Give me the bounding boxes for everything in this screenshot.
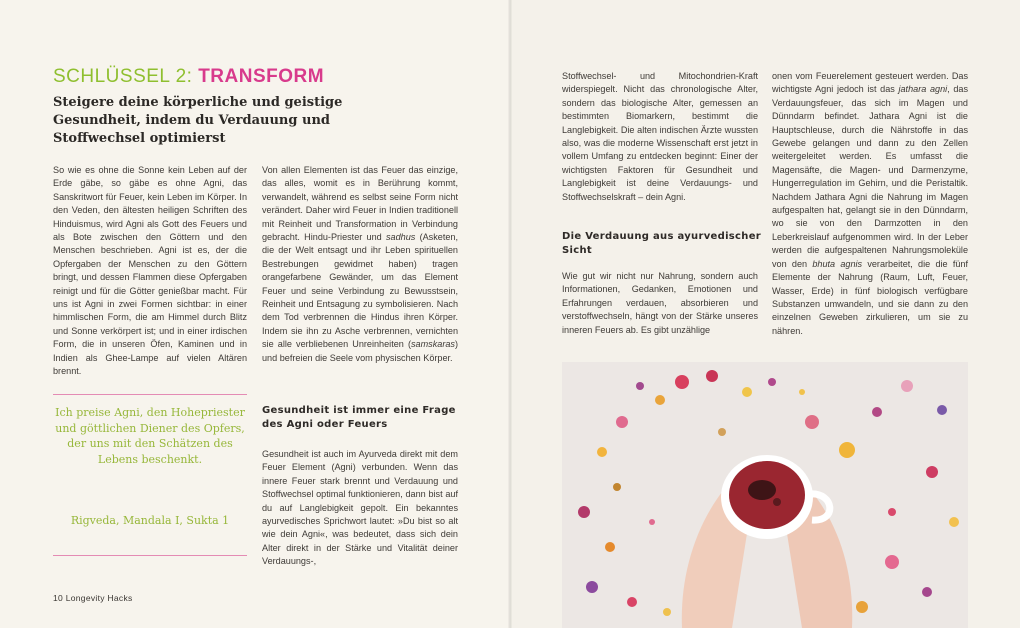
body-column-2: [262, 164, 458, 365]
body-column-2-continued: [262, 448, 458, 569]
key-title-word: TRANSFORM: [198, 66, 325, 87]
paragraph-digestion: Wie gut wir nicht nur Nahrung, sondern auch Informationen, Gedanken, Emotionen und Erfahrungen verdauen, absorbieren und verstoffwechseln, hängt von der Stärke unseres inneren Feuers ab. Es gibt unzählige: [562, 271, 758, 335]
italic-term-bhuta-agnis: bhuta agnis: [812, 258, 863, 269]
text-run: Von allen Elementen ist das Feuer das einzige, das alles, womit es in Berührung kommt, verwandelt, während es selbst seine Form nicht verändert. Daher wird Feuer in Indien traditionell mit Reinheit und Transformation in Verbindung gebracht. Hindu-Priester und: [262, 165, 458, 243]
book-gutter: [508, 0, 512, 628]
paragraph-agni-intro: So wie es ohne die Sonne kein Leben auf der Erde gäbe, so gäbe es ohne Agni, das Sanskritwort für Feuer, kein Leben im Körper. In den Veden, den ältesten heiligen Schriften des Hinduismus, wird Agni als Gott des Feuers und als Bote zwischen den Göttern und den Menschen beschrieben. Agni ist es, der die Opfergaben der Menschen zu den Göttern bringt, und dessen Flammen diese Opfergaben reinigt und für die Götter genießbar macht. Für uns ist Agni in zwei Formen sichtbar: in einer himmlischen Form, die am Himmel durch Blitz und Sonne verkörpert ist; und in einer irdischen Form, die in unseren Öfen, Kaminen und in Indien als Ghee-Lampe auf vielen Altären brennt.: [53, 165, 247, 377]
section-heading-verdauung: Die Verdauung aus ayurvedischer Sicht: [562, 231, 762, 256]
tea-cup-with-dried-flowers-photo: [562, 362, 968, 628]
body-column-3: [562, 70, 758, 204]
italic-term-jathara-agni: jathara agni: [898, 84, 948, 95]
text-run: onen vom Feuerelement gesteuert werden. Das wichtigste Agni jedoch ist das: [772, 71, 968, 95]
paragraph-biological-age: Stoffwechsel- und Mitochondrien-Kraft widerspiegelt. Nicht das chronologische Alter, sondern das biologische Alter, gemessen an bestimmten Biomarkern, bestimmt die Langlebigkeit. Die alten indischen Ärzte wussten also, was die moderne Wissenschaft erst jetzt in vollem Umfang zu entdecken beginnt: Einer der wichtigsten Faktoren für Gesundheit und Langlebigkeit ist deine Verdauungs- und Stoffwechselskraft – dein Agni.: [562, 71, 758, 202]
italic-term-sadhus: sadhus: [385, 232, 416, 243]
pull-quote-box: [53, 394, 247, 556]
page-folio: 10 Longevity Hacks: [53, 593, 133, 603]
key-label: SCHLÜSSEL 2:: [53, 66, 199, 87]
photo-illustration: [562, 362, 968, 628]
section-heading-gesundheit: Gesundheit ist immer eine Frage des Agni oder Feuers: [262, 405, 456, 430]
text-run: verarbeitet, die die fünf Elemente der Nahrung (Raum, Luft, Feuer, Wasser, Erde) in fünf biologisch verfügbare Substanzen umwandeln, und sie dann zu den einzelnen Geweben zirkulieren, um sie zu nähren.: [772, 258, 968, 336]
italic-term-samskaras: samskaras: [411, 339, 455, 350]
chapter-subtitle: Steigere deine körperliche und geistige Gesundheit, indem du Verdauung und Stoffwechsel optimierst: [53, 95, 343, 146]
pull-quote-source: Rigveda, Mandala I, Sukta 1: [70, 514, 230, 527]
text-run: , das Verdauungsfeuer, das sich im Magen und Dünndarm befindet. Jathara Agni ist die Hauptschleuse, durch die Nährstoffe in das Gewebe gelangen und dann zu den Zellen weitergeleitet werden. Es umfasst die Magensäfte, die Magen- und Darmenzyme, Hungerregulation im Gehirn, und die Peristaltik. Nachdem Jathara Agni die Nahrung im Magen aufgespalten hat, gelangt sie in den Dünndarm, wo sie von den Darmzotten in den Leberkreislauf aufgenommen wird. In der Leber werden die aufgespaltenen Nahrungsmoleküle von den: [772, 84, 969, 269]
body-column-3-continued: [562, 270, 758, 337]
paragraph-fire-element: [262, 164, 458, 365]
paragraph-health-agni: Gesundheit ist auch im Ayurveda direkt mit dem Feuer Element (Agni) verbunden. Wenn das innere Feuer stark brennt und Verdauung und Stoffwechsel optimal funktionieren, dann bist auf du auf Langlebigkeit gepolt. Ein bekanntes ayurvedisches Sprichwort lautet: »Du bist so alt wie dein Agni«, was bedeutet, dass sich dein Alter direkt in der Stärke und Vitalität deiner Verdauungs-,: [262, 449, 458, 567]
chapter-key-title: [53, 66, 324, 88]
body-column-1: [53, 164, 247, 379]
body-column-4: [772, 70, 968, 338]
paragraph-jathara-agni: [772, 70, 968, 338]
text-run: (Asketen, die der Welt entsagt und ihr Leben spirituellen Bestrebungen gewidmet haben) tragen orangefarbene Gewänder, um das Element Feuer und seine Verbindung zu Bewusstsein, Reinheit und Entsagung zu symbolisieren. Nach dem Tod verbrennen die Hindus ihren Körper. Indem sie ihn zu Asche verbrennen, vernichten sie alle verbliebenen Unreinheiten (: [262, 232, 458, 350]
pull-quote-text: Ich preise Agni, den Hohepriester und göttlichen Diener des Opfers, der uns mit den Schätzen des Lebens beschenkt.: [55, 406, 245, 466]
text-run: ) und befreien die Seele vom physischen Körper.: [262, 339, 458, 363]
